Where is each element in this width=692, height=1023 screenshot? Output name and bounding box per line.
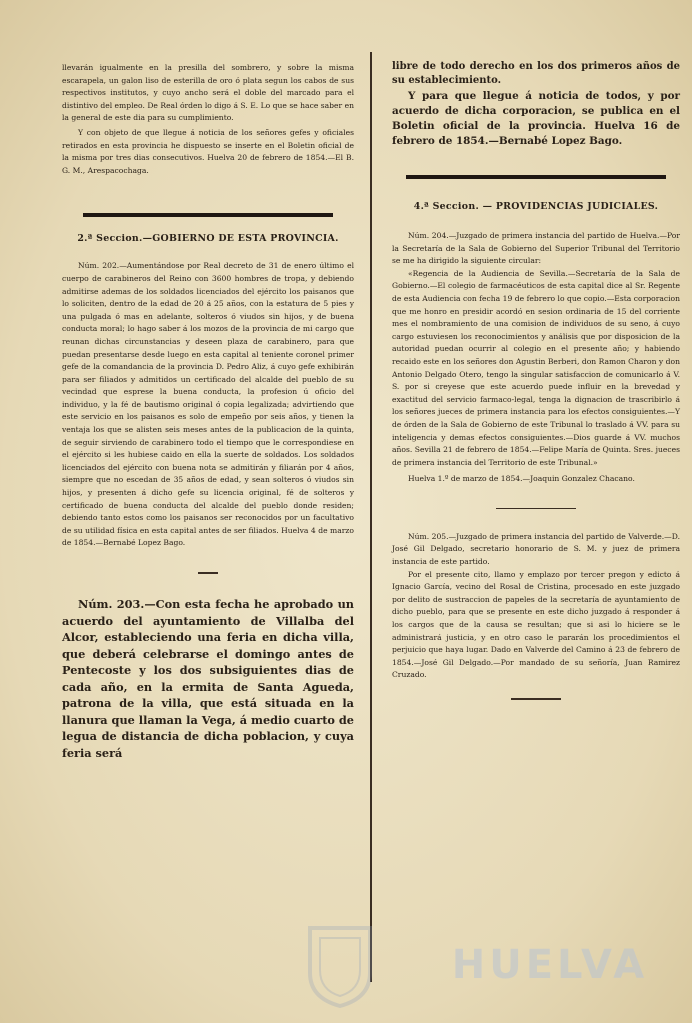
section-heading-gobierno: 2.ª Seccion.—GOBIERNO DE ESTA PROVINCIA.: [77, 233, 339, 245]
notice-205: Núm. 205.—Juzgado de primera instancia del partido de Valverde.—D. José Gil Delgado, secretario honorario de S. M. y juez de primera instancia de este partido.: [392, 531, 680, 567]
notice-204-circular: «Regencia de la Audiencia de Sevilla.—Secretaría de la Sala de Gobierno.—El colegio de farmacéuticos de esta capital dice al Sr. Regente de esta Audiencia con fecha 19 de febrero lo que copio.—Esta corporacion que me honro en presidir acordó en sesion ordinaria de 15 del corriente mes el nombramiento de una comision de individuos de su seno, á cuyo cargo estuviesen los reconocimientos y análisis que por disposicion de la autoridad puedan ocurrir al colegio en el presente año; y habiendo recaido este en los señores don Agustin Berberi, don Ramon Charon y don Antonio Delgado Otero, tengo la singular satisfaccion de comunicarlo á V. S. por si creyese que este acuerdo puede influir en la brevedad y exactitud del servicio farmaco-legal, tenga la dignacion de trascribirlo á los señores jueces de primera instancia para los efectos consiguientes.—Y de órden de la Sala de Gobierno de este Tribunal lo traslado á VV. para su inteligencia y demas efectos consiguientes.—Dios guarde á VV. muchos años. Sevilla 21 de febrero de 1854.—Felipe María de Quinta. Sres. jueces de primera instancia del Territorio de este Tribunal.»: [392, 268, 680, 467]
section-rule: [83, 213, 333, 217]
notice-204-signature: Huelva 1.º de marzo de 1854.—Joaquin Gonzalez Chacano.: [408, 474, 635, 484]
notice-202: Núm. 202.—Aumentándose por Real decreto de 31 de enero último el cuerpo de carabineros del Reino con 3600 hombres de tropa, y debiendo admitirse ademas de los soldados licenciados del ejército los paisanos que lo soliciten, dentro de la edad de 20 á 25 años, con la estatura de 5 pies y una pulgada ó mas en adelante, solteros ó viudos sin hijos, y de buena conducta moral; lo hago saber á los mozos de la provincia de mi cargo que reunan dichas circunstancias y deseen plaza de carabinero, para que puedan presentarse desde luego en esta capital al teniente coronel primer gefe de la comandancia de la provincia D. Pedro Aliz, á cuyo gefe exhibirán para ser filiados y admitidos un certificado del alcalde del pueblo de su vecindad que esprese la buena conducta, la profesion ú oficio del individuo, y la fé de bautismo original ó copia legalizada; advirtiendo que este servicio en los paisanos es solo de empeño por seis años, y tienen la ventaja los que se alisten seis meses antes de la publicacion de la quinta, de seguir sirviendo de carabinero todo el tiempo que le correspondiese en el ejército si les hubiese caido en ella la suerte de soldados. Los soldados licenciados del ejército con buena nota se admitirán y filiarán por 4 años, siempre que no escedan de 35 años de edad, y sean solteros ó viudos sin hijos, y presenten á dicho gefe su licencia original, fé de solteros y certificado de buena conducta del alcalde del pueblo donde residen; debiendo tanto estos como los paisanos ser reconocidos por un facultativo de su utilidad física en esta capital antes de ser filiados. Huelva 4 de marzo de 1854.—Bernabé Lopez Bago.: [62, 261, 354, 548]
order-paragraph: Y con objeto de que llegue á noticia de los señores gefes y oficiales retirados en esta provincia he dispuesto se inserte en el Boletin oficial de la misma por tres dias consecutivos. Huelva 20 de febrero de 1854.—El B. G. M., Arespacochaga.: [62, 127, 354, 175]
section-rule-right: [406, 175, 666, 179]
notice-203-closing: Y para que llegue á noticia de todos, y por acuerdo de dicha corporacion, se publica en el Boletin oficial de la provincia. Huelva 16 de febrero de 1854.—Bernabé Lopez Bago.: [392, 90, 680, 147]
archive-seal-icon: [300, 918, 380, 1008]
right-column: [392, 0, 680, 700]
column-divider: [370, 52, 372, 982]
left-column: [62, 0, 354, 761]
notice-205-edict: Por el presente cito, llamo y emplazo por tercer pregon y edicto á Ignacio García, vecino del Rosal de Cristina, procesado en este juzgado por delito de sustraccion de papeles de la secretaría de ayuntamiento de dicho pueblo, para que se presente en este dicho juzgado á responder á los cargos que de la causa se resultan; que si asi lo hiciere se le administrará justicia, y en otro caso le pararán los procedimientos el perjuicio que haya lugar. Dado en Valverde del Camino á 23 de febrero de 1854.—José Gil Delgado.—Por mandado de su señoría, Juan Ramirez Cruzado.: [392, 569, 680, 680]
separator-line: [496, 508, 576, 509]
intro-paragraph: llevarán igualmente en la presilla del sombrero, y sobre la misma escarapela, un galon liso de esterilla de oro ó plata segun los cabos de sus respectivos institutos, y cuyo ancho será el doble del marcado para el distintivo del empleo. De Real órden lo digo á S. E. Lo que se hace saber en la general de este dia para su cumplimiento.: [62, 63, 354, 123]
notice-203-continuation: libre de todo derecho en los dos primeros años de su establecimiento.: [392, 61, 680, 86]
section-heading-judicial: 4.ª Seccion. — PROVIDENCIAS JUDICIALES.: [413, 201, 659, 212]
closing-ornament: [511, 698, 561, 700]
separator-dash: [198, 572, 218, 574]
notice-204: Núm. 204.—Juzgado de primera instancia del partido de Huelva.—Por la Secretaría de la Sala de Gobierno del Superior Tribunal del Territorio se me ha dirigido la siguiente circular:: [392, 231, 680, 266]
notice-203: Núm. 203.—Con esta fecha he aprobado un acuerdo del ayuntamiento de Villalba del Alcor, estableciendo una feria en dicha villa, que deberá celebrarse el domingo antes de Pentecoste y los dos subsiguientes dias de cada año, en la ermita de Santa Agueda, patrona de la villa, que está situada en la llanura que llaman la Vega, á medio cuarto de legua de distancia de dicha poblacion, y cuya feria será: [62, 597, 354, 760]
archive-watermark: HUELVA: [451, 942, 649, 988]
